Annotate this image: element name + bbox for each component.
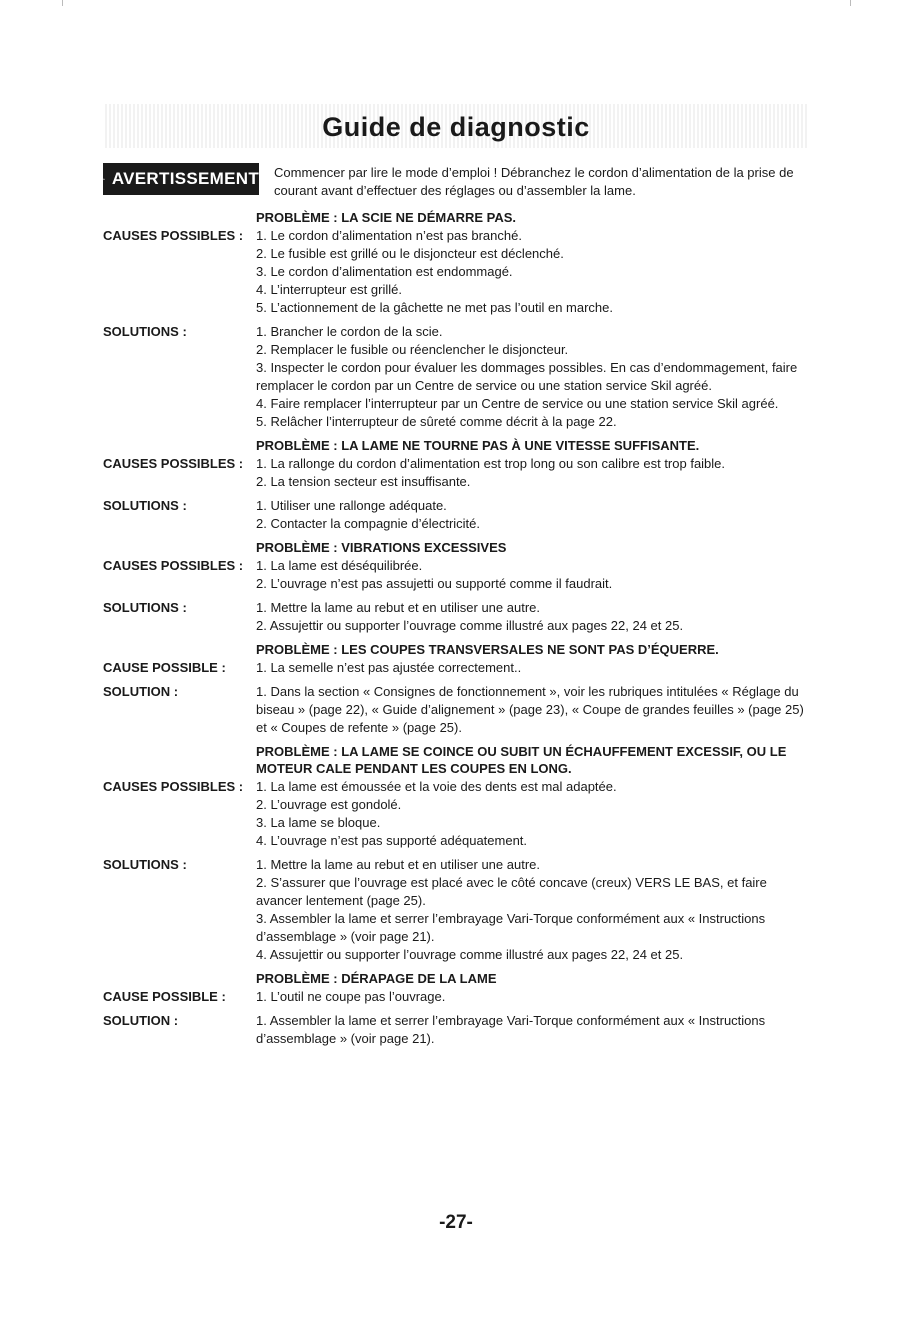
warning-text: Commencer par lire le mode d’emploi ! Débranchez le cordon d’alimentation de la prise de courant avant d’effectuer des réglages ou d’assembler la lame. xyxy=(274,165,794,198)
problem-heading: PROBLÈME : LA LAME NE TOURNE PAS À UNE VITESSE SUFFISANTE. xyxy=(256,438,700,453)
list-item: 1. Assembler la lame et serrer l’embrayage Vari-Torque conformément aux « Instructions d’assemblage » (voir page 21). xyxy=(256,1013,766,1046)
problem-heading: PROBLÈME : LA SCIE NE DÉMARRE PAS. xyxy=(256,210,517,225)
list-item: 2. Assujettir ou supporter l’ouvrage comme illustré aux pages 22, 24 et 25. xyxy=(256,618,684,633)
causes-list xyxy=(256,778,813,850)
solutions-label: SOLUTIONS : xyxy=(103,857,187,872)
troubleshooting-list xyxy=(103,209,813,1048)
solutions-list xyxy=(256,497,813,533)
solutions-row xyxy=(103,1012,813,1048)
solutions-row xyxy=(103,599,813,635)
list-item: 1. La rallonge du cordon d’alimentation est trop long ou son calibre est trop faible. xyxy=(256,456,726,471)
causes-label: CAUSE POSSIBLE : xyxy=(103,989,226,1004)
solutions-label: SOLUTIONS : xyxy=(103,498,187,513)
list-item: 3. Inspecter le cordon pour évaluer les dommages possibles. En cas d’endommagement, faire remplacer le cordon par un Centre de service ou une station service Skil agréé. xyxy=(256,360,798,393)
problem-heading: PROBLÈME : LES COUPES TRANSVERSALES NE SONT PAS D’ÉQUERRE. xyxy=(256,642,719,657)
list-item: 3. Assembler la lame et serrer l’embrayage Vari-Torque conformément aux « Instructions d’assemblage » (voir page 21). xyxy=(256,911,766,944)
problem-heading: PROBLÈME : VIBRATIONS EXCESSIVES xyxy=(256,540,507,555)
causes-list xyxy=(256,227,813,317)
causes-row xyxy=(103,227,813,317)
causes-row xyxy=(103,455,813,491)
list-item: 1. Le cordon d’alimentation n’est pas branché. xyxy=(256,228,522,243)
solutions-label: SOLUTIONS : xyxy=(103,324,187,339)
solutions-row xyxy=(103,323,813,431)
list-item: 2. La tension secteur est insuffisante. xyxy=(256,474,471,489)
causes-label: CAUSES POSSIBLES : xyxy=(103,558,244,573)
causes-list xyxy=(256,557,813,593)
list-item: 3. Le cordon d’alimentation est endommagé. xyxy=(256,264,513,279)
list-item: 4. L’interrupteur est grillé. xyxy=(256,282,402,297)
warning-triangle-icon xyxy=(103,171,105,187)
causes-label: CAUSE POSSIBLE : xyxy=(103,660,226,675)
causes-row xyxy=(103,557,813,593)
list-item: 1. Utiliser une rallonge adéquate. xyxy=(256,498,447,513)
solutions-list xyxy=(256,683,813,737)
list-item: 4. Faire remplacer l’interrupteur par un Centre de service ou une station service Skil agréé. xyxy=(256,396,779,411)
list-item: 1. L’outil ne coupe pas l’ouvrage. xyxy=(256,989,446,1004)
list-item: 1. Mettre la lame au rebut et en utiliser une autre. xyxy=(256,857,540,872)
solutions-row xyxy=(103,497,813,533)
list-item: 3. La lame se bloque. xyxy=(256,815,381,830)
crop-mark-left xyxy=(62,0,63,6)
problem-heading: PROBLÈME : DÉRAPAGE DE LA LAME xyxy=(256,971,497,986)
list-item: 4. L’ouvrage n’est pas supporté adéquatement. xyxy=(256,833,528,848)
crop-mark-right xyxy=(850,0,851,6)
list-item: 2. Remplacer le fusible ou réenclencher le disjoncteur. xyxy=(256,342,569,357)
list-item: 2. L’ouvrage n’est pas assujetti ou supporté comme il faudrait. xyxy=(256,576,613,591)
list-item: 4. Assujettir ou supporter l’ouvrage comme illustré aux pages 22, 24 et 25. xyxy=(256,947,684,962)
causes-label: CAUSES POSSIBLES : xyxy=(103,228,244,243)
list-item: 1. La lame est déséquilibrée. xyxy=(256,558,423,573)
solutions-label: SOLUTION : xyxy=(103,684,179,699)
list-item: 1. Mettre la lame au rebut et en utiliser une autre. xyxy=(256,600,540,615)
list-item: 1. Brancher le cordon de la scie. xyxy=(256,324,443,339)
causes-list xyxy=(256,455,813,491)
solutions-list xyxy=(256,323,813,431)
list-item: 1. La semelle n’est pas ajustée correctement.. xyxy=(256,660,522,675)
list-item: 1. Dans la section « Consignes de fonctionnement », voir les rubriques intitulées « Réglage du biseau » (page 22), « Guide d’alignement » (page 23), « Coupe de grandes feuilles » (page 25) et « Coupes de refente » (page 25). xyxy=(256,684,804,735)
list-item: 5. L’actionnement de la gâchette ne met pas l’outil en marche. xyxy=(256,300,613,315)
solutions-row xyxy=(103,856,813,964)
causes-list xyxy=(256,659,813,677)
solutions-label: SOLUTIONS : xyxy=(103,600,187,615)
causes-label: CAUSES POSSIBLES : xyxy=(103,456,244,471)
causes-row xyxy=(103,778,813,850)
warning-badge xyxy=(103,163,259,195)
solutions-list xyxy=(256,1012,813,1048)
causes-list xyxy=(256,988,813,1006)
list-item: 5. Relâcher l’interrupteur de sûreté comme décrit à la page 22. xyxy=(256,414,617,429)
solutions-list xyxy=(256,599,813,635)
causes-row xyxy=(103,659,813,677)
list-item: 2. Le fusible est grillé ou le disjoncteur est déclenché. xyxy=(256,246,564,261)
problem-heading: PROBLÈME : LA LAME SE COINCE OU SUBIT UN ÉCHAUFFEMENT EXCESSIF, OU LE MOTEUR CALE PENDANT LES COUPES EN LONG. xyxy=(256,744,787,776)
solutions-label: SOLUTION : xyxy=(103,1013,179,1028)
page-number: -27- xyxy=(439,1212,473,1233)
warning-label: AVERTISSEMENT xyxy=(111,169,259,188)
list-item: 2. Contacter la compagnie d’électricité. xyxy=(256,516,481,531)
list-item: 1. La lame est émoussée et la voie des dents est mal adaptée. xyxy=(256,779,617,794)
solutions-list xyxy=(256,856,813,964)
causes-label: CAUSES POSSIBLES : xyxy=(103,779,244,794)
page-title: Guide de diagnostic xyxy=(322,112,590,142)
list-item: 2. S’assurer que l’ouvrage est placé avec le côté concave (creux) VERS LE BAS, et faire avancer lentement (page 25). xyxy=(256,875,767,908)
causes-row xyxy=(103,988,813,1006)
list-item: 2. L’ouvrage est gondolé. xyxy=(256,797,402,812)
solutions-row xyxy=(103,683,813,737)
